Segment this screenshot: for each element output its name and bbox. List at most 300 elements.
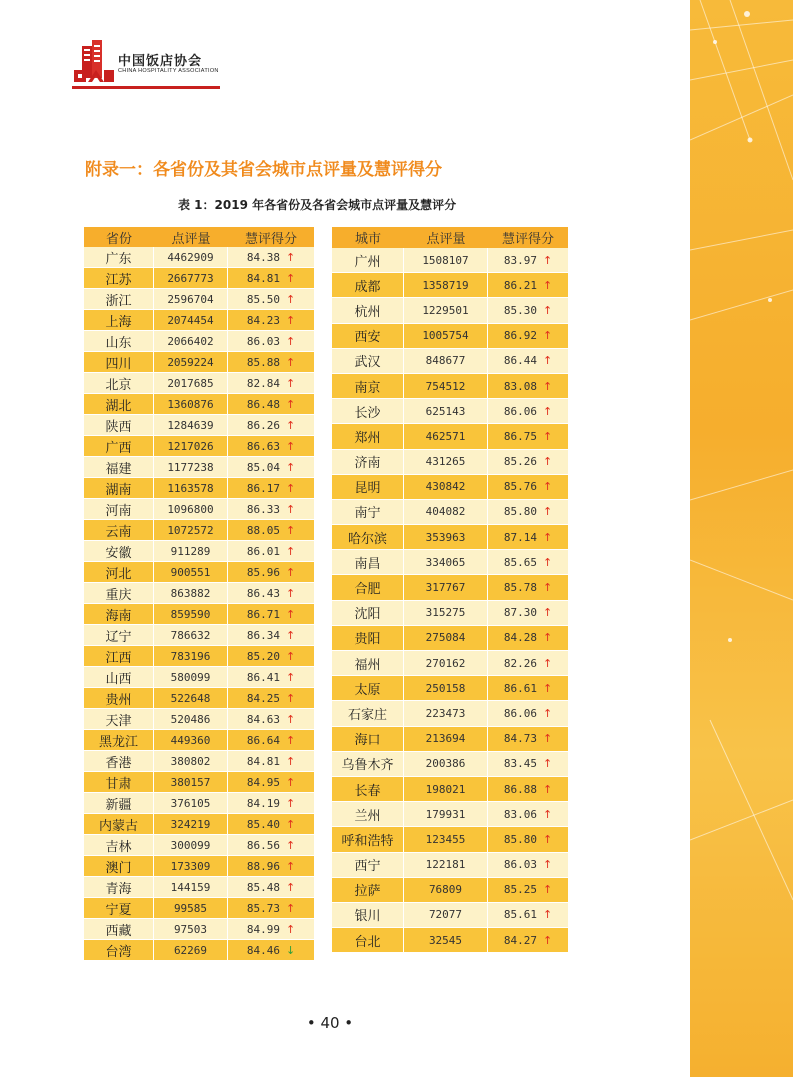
score-value: 87.30: [503, 606, 537, 620]
region-name: 哈尔滨: [332, 525, 404, 550]
review-count: 173309: [154, 856, 228, 877]
trend-up-arrow-icon: ↑: [285, 922, 296, 936]
table-row: [332, 651, 568, 676]
score-value: 85.40: [246, 817, 280, 831]
score-cell: [488, 701, 568, 726]
score-value: 86.34: [246, 628, 280, 642]
table-row: [332, 575, 568, 600]
score-value: 86.17: [246, 481, 280, 495]
score-value: 85.65: [503, 555, 537, 569]
trend-up-arrow-icon: ↑: [285, 691, 296, 705]
trend-up-arrow-icon: ↑: [285, 565, 296, 579]
review-count: 1358719: [404, 273, 488, 298]
review-count: 522648: [154, 688, 228, 709]
score-cell: [228, 583, 314, 604]
score-cell: [488, 802, 568, 827]
table-row: [84, 877, 314, 898]
table-row: [84, 310, 314, 331]
trend-up-arrow-icon: ↑: [285, 796, 296, 810]
region-name: 台北: [332, 928, 404, 953]
trend-up-arrow-icon: ↑: [285, 292, 296, 306]
trend-up-arrow-icon: ↑: [285, 712, 296, 726]
score-cell: [488, 928, 568, 953]
score-value: 86.03: [246, 334, 280, 348]
review-count: 911289: [154, 541, 228, 562]
review-count: 1217026: [154, 436, 228, 457]
score-cell: [228, 877, 314, 898]
trend-up-arrow-icon: ↑: [542, 631, 553, 645]
score-value: 86.56: [246, 838, 280, 852]
review-count: 1284639: [154, 415, 228, 436]
score-value: 84.28: [503, 631, 537, 645]
score-cell: [228, 667, 314, 688]
trend-up-arrow-icon: ↑: [542, 253, 553, 267]
table-row: [332, 349, 568, 374]
score-cell: [228, 709, 314, 730]
trend-up-arrow-icon: ↑: [542, 303, 553, 317]
score-cell: [488, 349, 568, 374]
review-count: 72077: [404, 903, 488, 928]
table-row: [332, 777, 568, 802]
table-row: [332, 500, 568, 525]
table-row: [84, 520, 314, 541]
trend-up-arrow-icon: ↑: [285, 775, 296, 789]
review-count: 179931: [404, 802, 488, 827]
score-cell: [228, 730, 314, 751]
review-count: 1072572: [154, 520, 228, 541]
score-value: 86.06: [503, 404, 537, 418]
review-count: 462571: [404, 424, 488, 449]
score-cell: [228, 310, 314, 331]
region-name: 重庆: [84, 583, 154, 604]
table-row: [332, 399, 568, 424]
building-logo-icon: [72, 40, 116, 86]
review-count: 580099: [154, 667, 228, 688]
trend-up-arrow-icon: ↑: [285, 754, 296, 768]
table-row: [84, 499, 314, 520]
table-row: [332, 273, 568, 298]
review-count: 300099: [154, 835, 228, 856]
score-cell: [228, 772, 314, 793]
score-value: 86.01: [246, 544, 280, 558]
review-count: 2596704: [154, 289, 228, 310]
score-cell: [228, 541, 314, 562]
review-count: 144159: [154, 877, 228, 898]
score-cell: [488, 827, 568, 852]
review-count: 4462909: [154, 247, 228, 268]
score-cell: [228, 499, 314, 520]
region-name: 广西: [84, 436, 154, 457]
score-value: 85.80: [503, 505, 537, 519]
score-value: 86.75: [503, 429, 537, 443]
table-row: [84, 772, 314, 793]
review-count: 1005754: [404, 324, 488, 349]
region-name: 济南: [332, 450, 404, 475]
table-row: [332, 298, 568, 323]
score-value: 85.20: [246, 649, 280, 663]
score-cell: [488, 727, 568, 752]
table-row: [84, 373, 314, 394]
score-cell: [488, 676, 568, 701]
review-count: 198021: [404, 777, 488, 802]
review-count: 625143: [404, 399, 488, 424]
region-name: 四川: [84, 352, 154, 373]
score-cell: [488, 273, 568, 298]
region-name: 贵阳: [332, 626, 404, 651]
review-count: 1163578: [154, 478, 228, 499]
column-header: 点评量: [154, 227, 228, 247]
table-row: [84, 688, 314, 709]
region-name: 长沙: [332, 399, 404, 424]
trend-up-arrow-icon: ↑: [285, 670, 296, 684]
score-value: 85.61: [503, 908, 537, 922]
score-cell: [488, 424, 568, 449]
score-value: 85.78: [503, 581, 537, 595]
region-name: 天津: [84, 709, 154, 730]
region-name: 海南: [84, 604, 154, 625]
score-value: 84.25: [246, 691, 280, 705]
score-cell: [488, 248, 568, 273]
region-name: 南京: [332, 374, 404, 399]
table-row: [332, 450, 568, 475]
region-name: 甘肃: [84, 772, 154, 793]
score-cell: [228, 751, 314, 772]
score-cell: [228, 604, 314, 625]
trend-up-arrow-icon: ↑: [542, 278, 553, 292]
table-row: [84, 436, 314, 457]
table-row: [84, 562, 314, 583]
region-name: 广州: [332, 248, 404, 273]
score-cell: [228, 457, 314, 478]
table-row: [84, 793, 314, 814]
review-count: 404082: [404, 500, 488, 525]
score-value: 84.63: [246, 712, 280, 726]
score-value: 86.03: [503, 858, 537, 872]
region-name: 成都: [332, 273, 404, 298]
review-count: 783196: [154, 646, 228, 667]
trend-up-arrow-icon: ↑: [542, 505, 553, 519]
region-name: 宁夏: [84, 898, 154, 919]
province-table-header: [84, 227, 314, 247]
score-value: 85.50: [246, 292, 280, 306]
score-value: 83.45: [503, 757, 537, 771]
score-cell: [488, 450, 568, 475]
region-name: 山东: [84, 331, 154, 352]
region-name: 西宁: [332, 853, 404, 878]
region-name: 福建: [84, 457, 154, 478]
trend-up-arrow-icon: ↑: [542, 656, 553, 670]
trend-up-arrow-icon: ↑: [542, 807, 553, 821]
table-row: [84, 583, 314, 604]
trend-up-arrow-icon: ↑: [285, 271, 296, 285]
score-cell: [488, 374, 568, 399]
region-name: 武汉: [332, 349, 404, 374]
score-cell: [228, 478, 314, 499]
score-value: 85.30: [503, 303, 537, 317]
score-value: 88.96: [246, 859, 280, 873]
trend-up-arrow-icon: ↑: [285, 523, 296, 537]
table-row: [84, 415, 314, 436]
review-count: 334065: [404, 550, 488, 575]
score-cell: [228, 814, 314, 835]
score-cell: [488, 626, 568, 651]
score-value: 84.38: [246, 250, 280, 264]
review-count: 76809: [404, 878, 488, 903]
trend-up-arrow-icon: ↑: [542, 706, 553, 720]
region-name: 河南: [84, 499, 154, 520]
trend-up-arrow-icon: ↑: [542, 933, 553, 947]
score-cell: [488, 853, 568, 878]
score-cell: [228, 289, 314, 310]
trend-up-arrow-icon: ↑: [542, 329, 553, 343]
table-row: [84, 268, 314, 289]
trend-up-arrow-icon: ↑: [285, 418, 296, 432]
review-count: 2059224: [154, 352, 228, 373]
review-count: 317767: [404, 575, 488, 600]
trend-up-arrow-icon: ↑: [542, 883, 553, 897]
trend-up-arrow-icon: ↑: [285, 397, 296, 411]
region-name: 石家庄: [332, 701, 404, 726]
table-row: [84, 919, 314, 940]
table-row: [84, 478, 314, 499]
table-row: [84, 835, 314, 856]
region-name: 湖南: [84, 478, 154, 499]
table-row: [84, 814, 314, 835]
table-row: [332, 475, 568, 500]
score-value: 86.64: [246, 733, 280, 747]
score-value: 86.63: [246, 439, 280, 453]
region-name: 杭州: [332, 298, 404, 323]
review-count: 1177238: [154, 457, 228, 478]
region-name: 北京: [84, 373, 154, 394]
review-count: 223473: [404, 701, 488, 726]
score-value: 86.92: [503, 329, 537, 343]
trend-up-arrow-icon: ↑: [542, 530, 553, 544]
city-table-body: [332, 248, 568, 953]
review-count: 123455: [404, 827, 488, 852]
table-row: [332, 727, 568, 752]
score-value: 84.27: [503, 933, 537, 947]
score-cell: [488, 777, 568, 802]
score-cell: [488, 878, 568, 903]
review-count: 754512: [404, 374, 488, 399]
score-value: 84.46: [246, 943, 280, 957]
score-cell: [488, 903, 568, 928]
trend-up-arrow-icon: ↑: [285, 733, 296, 747]
trend-up-arrow-icon: ↑: [542, 782, 553, 796]
region-name: 乌鲁木齐: [332, 752, 404, 777]
score-value: 86.21: [503, 278, 537, 292]
region-name: 新疆: [84, 793, 154, 814]
trend-up-arrow-icon: ↑: [542, 757, 553, 771]
logo-english-name: CHINA HOSPITALITY ASSOCIATION: [118, 68, 219, 74]
review-count: 270162: [404, 651, 488, 676]
review-count: 786632: [154, 625, 228, 646]
table-row: [84, 709, 314, 730]
table-row: [332, 878, 568, 903]
trend-up-arrow-icon: ↑: [285, 439, 296, 453]
table-row: [84, 856, 314, 877]
region-name: 合肥: [332, 575, 404, 600]
trend-up-arrow-icon: ↑: [285, 817, 296, 831]
column-header: 省份: [84, 227, 154, 247]
city-table-header: [332, 227, 568, 248]
region-name: 银川: [332, 903, 404, 928]
region-name: 安徽: [84, 541, 154, 562]
region-name: 陕西: [84, 415, 154, 436]
score-value: 86.06: [503, 706, 537, 720]
table-row: [84, 646, 314, 667]
trend-up-arrow-icon: ↑: [285, 880, 296, 894]
score-value: 85.88: [246, 355, 280, 369]
trend-up-arrow-icon: ↑: [542, 606, 553, 620]
region-name: 广东: [84, 247, 154, 268]
trend-up-arrow-icon: ↑: [285, 544, 296, 558]
score-cell: [488, 324, 568, 349]
trend-up-arrow-icon: ↑: [542, 681, 553, 695]
review-count: 1360876: [154, 394, 228, 415]
table-row: [84, 352, 314, 373]
score-value: 84.81: [246, 271, 280, 285]
table-row: [332, 752, 568, 777]
region-name: 太原: [332, 676, 404, 701]
review-count: 213694: [404, 727, 488, 752]
table-row: [84, 247, 314, 268]
trend-up-arrow-icon: ↑: [542, 429, 553, 443]
score-cell: [488, 575, 568, 600]
table-row: [332, 853, 568, 878]
trend-up-arrow-icon: ↑: [285, 355, 296, 369]
trend-up-arrow-icon: ↑: [285, 334, 296, 348]
score-value: 84.19: [246, 796, 280, 810]
review-count: 2074454: [154, 310, 228, 331]
trend-up-arrow-icon: ↑: [285, 376, 296, 390]
score-value: 87.14: [503, 530, 537, 544]
table-row: [332, 525, 568, 550]
trend-up-arrow-icon: ↑: [542, 354, 553, 368]
trend-up-arrow-icon: ↑: [285, 502, 296, 516]
review-count: 376105: [154, 793, 228, 814]
table-row: [332, 248, 568, 273]
region-name: 海口: [332, 727, 404, 752]
table-caption: 表 1：2019 年各省份及各省会城市点评量及慧评分: [178, 198, 457, 212]
region-name: 浙江: [84, 289, 154, 310]
region-name: 沈阳: [332, 601, 404, 626]
score-value: 82.26: [503, 656, 537, 670]
trend-up-arrow-icon: ↑: [542, 581, 553, 595]
score-value: 85.26: [503, 455, 537, 469]
region-name: 长春: [332, 777, 404, 802]
region-name: 上海: [84, 310, 154, 331]
score-value: 84.23: [246, 313, 280, 327]
trend-up-arrow-icon: ↑: [285, 901, 296, 915]
trend-up-arrow-icon: ↑: [285, 250, 296, 264]
score-value: 86.41: [246, 670, 280, 684]
region-name: 南宁: [332, 500, 404, 525]
region-name: 内蒙古: [84, 814, 154, 835]
review-count: 315275: [404, 601, 488, 626]
review-count: 324219: [154, 814, 228, 835]
review-count: 1096800: [154, 499, 228, 520]
score-value: 85.48: [246, 880, 280, 894]
region-name: 香港: [84, 751, 154, 772]
review-count: 848677: [404, 349, 488, 374]
score-value: 88.05: [246, 523, 280, 537]
trend-up-arrow-icon: ↑: [542, 404, 553, 418]
review-count: 859590: [154, 604, 228, 625]
table-row: [332, 601, 568, 626]
header-rule: [72, 86, 220, 89]
trend-up-arrow-icon: ↑: [285, 649, 296, 663]
trend-up-arrow-icon: ↑: [542, 379, 553, 393]
review-count: 62269: [154, 940, 228, 961]
column-header: 慧评得分: [228, 227, 314, 247]
review-count: 431265: [404, 450, 488, 475]
score-value: 83.97: [503, 253, 537, 267]
review-count: 430842: [404, 475, 488, 500]
table-row: [84, 289, 314, 310]
table-row: [332, 424, 568, 449]
review-count: 863882: [154, 583, 228, 604]
region-name: 黑龙江: [84, 730, 154, 751]
score-cell: [228, 268, 314, 289]
score-cell: [488, 500, 568, 525]
score-cell: [228, 436, 314, 457]
region-name: 辽宁: [84, 625, 154, 646]
review-count: 32545: [404, 928, 488, 953]
table-row: [332, 802, 568, 827]
review-count: 99585: [154, 898, 228, 919]
score-value: 85.25: [503, 883, 537, 897]
trend-up-arrow-icon: ↑: [285, 586, 296, 600]
score-cell: [228, 373, 314, 394]
score-cell: [228, 898, 314, 919]
review-count: 449360: [154, 730, 228, 751]
score-cell: [228, 562, 314, 583]
score-cell: [488, 601, 568, 626]
region-name: 江苏: [84, 268, 154, 289]
score-value: 86.88: [503, 782, 537, 796]
score-cell: [228, 793, 314, 814]
review-count: 380802: [154, 751, 228, 772]
review-count: 520486: [154, 709, 228, 730]
table-row: [84, 667, 314, 688]
region-name: 青海: [84, 877, 154, 898]
review-count: 122181: [404, 853, 488, 878]
score-cell: [488, 651, 568, 676]
score-cell: [228, 394, 314, 415]
review-count: 200386: [404, 752, 488, 777]
score-cell: [228, 331, 314, 352]
score-value: 85.76: [503, 480, 537, 494]
score-value: 85.80: [503, 832, 537, 846]
review-count: 1508107: [404, 248, 488, 273]
province-table: [84, 227, 314, 961]
trend-up-arrow-icon: ↑: [542, 908, 553, 922]
table-row: [332, 374, 568, 399]
score-value: 86.26: [246, 418, 280, 432]
appendix-title: 附录一：各省份及其省会城市点评量及慧评得分: [85, 160, 442, 180]
table-row: [332, 928, 568, 953]
score-value: 84.95: [246, 775, 280, 789]
table-row: [84, 898, 314, 919]
trend-up-arrow-icon: ↑: [285, 481, 296, 495]
table-row: [84, 730, 314, 751]
region-name: 山西: [84, 667, 154, 688]
table-row: [84, 394, 314, 415]
trend-up-arrow-icon: ↑: [542, 858, 553, 872]
score-value: 84.99: [246, 922, 280, 936]
